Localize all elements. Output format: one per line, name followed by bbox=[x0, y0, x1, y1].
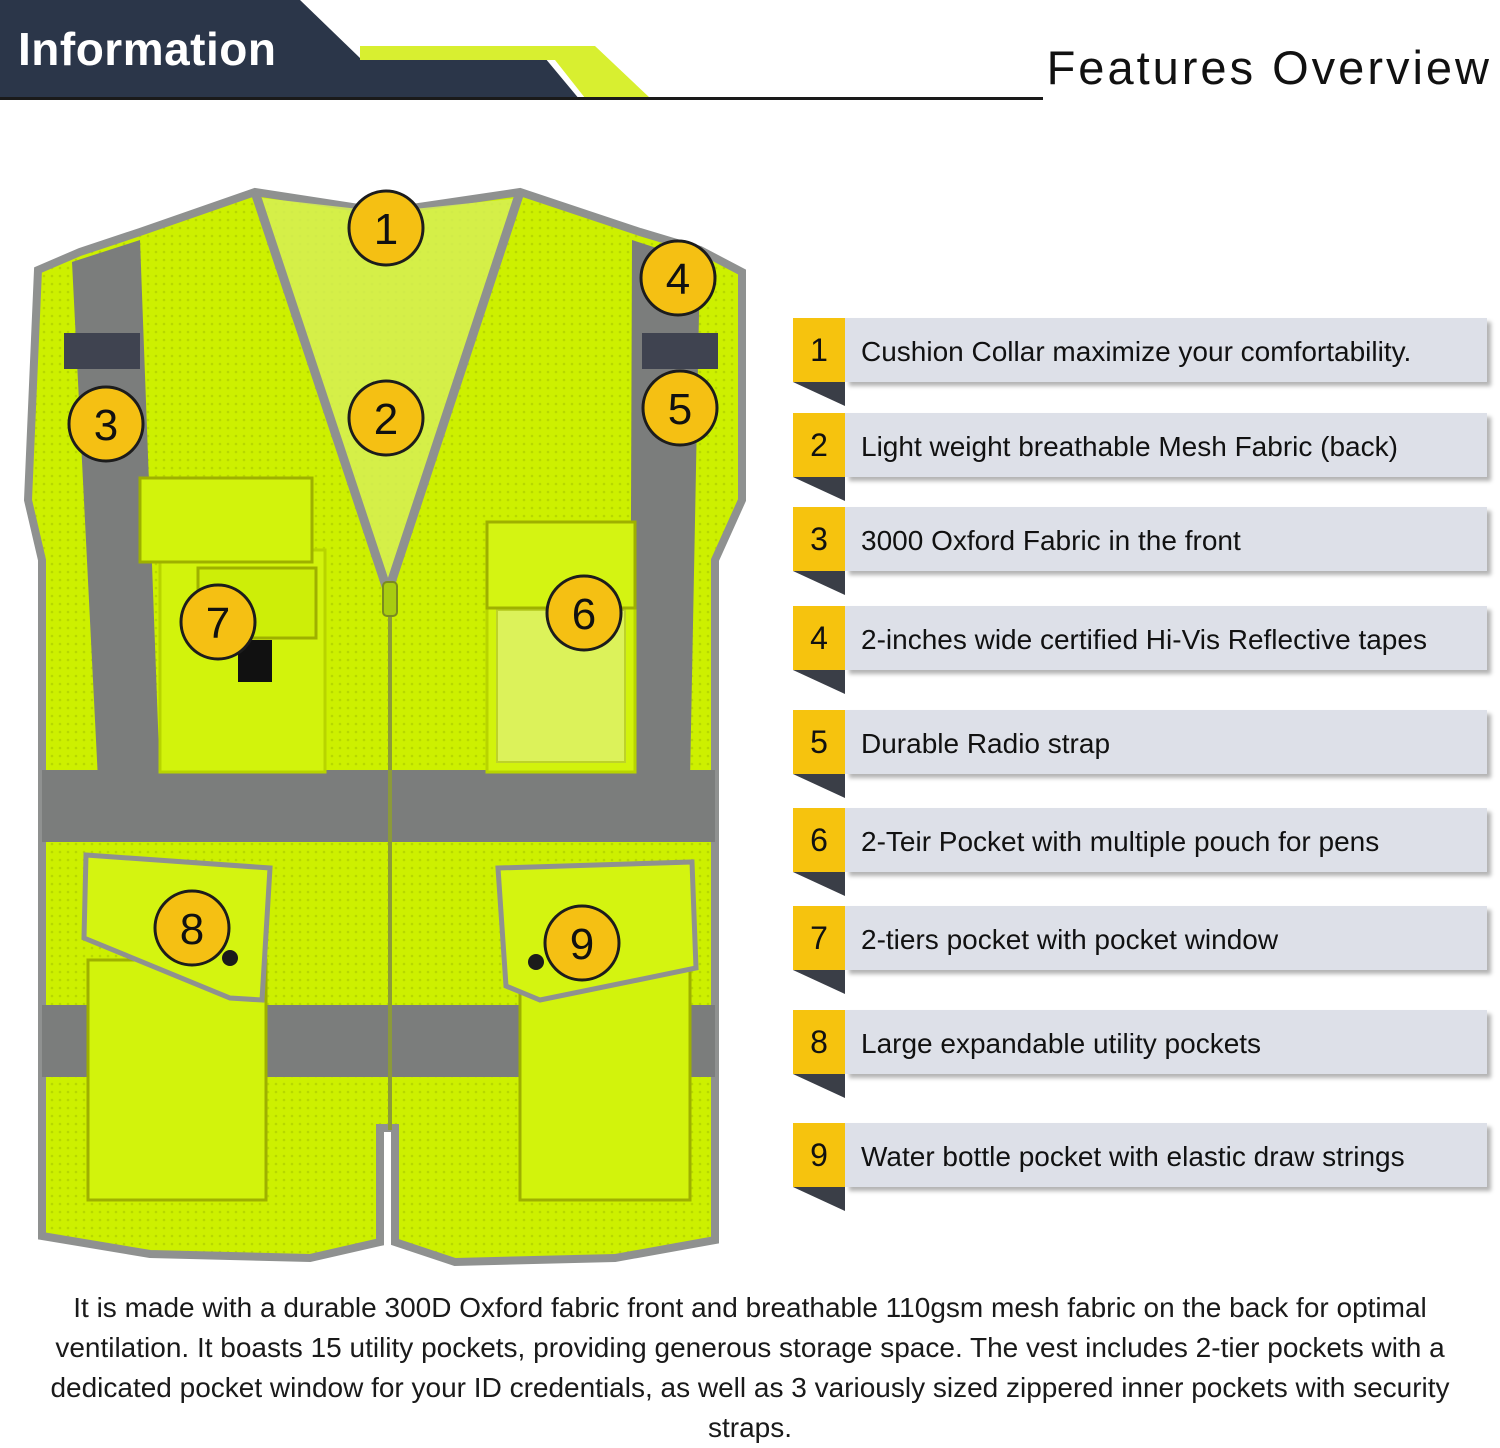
feature-label: 2-tiers pocket with pocket window bbox=[861, 924, 1279, 955]
callout-9-label: 9 bbox=[569, 920, 595, 969]
header-title: Information bbox=[18, 23, 277, 75]
feature-row-5 bbox=[793, 710, 1495, 800]
feature-bar bbox=[845, 710, 1487, 774]
callout-6-label: 6 bbox=[571, 590, 597, 639]
feature-number: 2 bbox=[793, 413, 845, 477]
feature-number: 6 bbox=[793, 808, 845, 872]
feature-tab-shadow bbox=[793, 872, 845, 896]
feature-tab-shadow bbox=[793, 774, 845, 798]
feature-row-2 bbox=[793, 413, 1495, 503]
callout-7-label: 7 bbox=[205, 599, 231, 648]
callout-2-label: 2 bbox=[373, 395, 399, 444]
reflective-tape-right-vertical bbox=[630, 240, 700, 780]
feature-bar bbox=[845, 318, 1487, 382]
callout-1-label: 1 bbox=[373, 205, 399, 254]
safety-vest-illustration bbox=[0, 180, 760, 1270]
callout-2 bbox=[349, 381, 423, 455]
feature-number: 3 bbox=[793, 507, 845, 571]
left-chest-pocket-flap bbox=[140, 478, 312, 562]
feature-number: 5 bbox=[793, 710, 845, 774]
feature-bar bbox=[845, 507, 1487, 571]
feature-label: Water bottle pocket with elastic draw strings bbox=[861, 1141, 1405, 1172]
callout-3-label: 3 bbox=[93, 401, 119, 450]
callout-6 bbox=[547, 576, 621, 650]
callout-5-label: 5 bbox=[667, 385, 693, 434]
radio-strap-left bbox=[64, 333, 140, 369]
feature-number: 4 bbox=[793, 606, 845, 670]
feature-label: 3000 Oxford Fabric in the front bbox=[861, 525, 1241, 556]
feature-tab-shadow bbox=[793, 1074, 845, 1098]
feature-label: 2-Teir Pocket with multiple pouch for pens bbox=[861, 826, 1380, 857]
feature-tab-shadow bbox=[793, 970, 845, 994]
callout-4-label: 4 bbox=[665, 255, 691, 304]
feature-row-4 bbox=[793, 606, 1495, 696]
feature-label: 2-inches wide certified Hi-Vis Reflective tapes bbox=[861, 624, 1427, 655]
feature-tab-shadow bbox=[793, 1187, 845, 1211]
feature-bar bbox=[845, 606, 1487, 670]
callout-1 bbox=[349, 191, 423, 265]
product-description: It is made with a durable 300D Oxford fabric front and breathable 110gsm mesh fabric on the back for optimal ventilation. It boasts 15 utility pockets, providing generous storage space. The vest includes 2-tier pockets with a dedicated pocket window for your ID credentials, as well as 3 variously sized zippered inner pockets with security straps. bbox=[50, 1292, 1450, 1443]
callout-3 bbox=[69, 387, 143, 461]
feature-label: Large expandable utility pockets bbox=[861, 1028, 1262, 1059]
feature-row-8 bbox=[793, 1010, 1495, 1100]
feature-row-1 bbox=[793, 318, 1495, 408]
callout-7 bbox=[181, 585, 255, 659]
feature-row-9 bbox=[793, 1123, 1495, 1213]
feature-label: Cushion Collar maximize your comfortability. bbox=[861, 336, 1412, 367]
feature-row-7 bbox=[793, 906, 1495, 996]
zipper-pull bbox=[383, 582, 397, 616]
lower-left-pocket-button bbox=[222, 950, 238, 966]
features-overview-title: Features Overview bbox=[1046, 41, 1492, 94]
feature-bar bbox=[845, 413, 1487, 477]
feature-bar bbox=[845, 1123, 1487, 1187]
callout-4 bbox=[641, 241, 715, 315]
feature-label: Durable Radio strap bbox=[861, 728, 1111, 759]
feature-row-6 bbox=[793, 808, 1495, 898]
feature-tab-shadow bbox=[793, 670, 845, 694]
feature-number: 1 bbox=[793, 318, 845, 382]
feature-bar bbox=[845, 1010, 1487, 1074]
feature-number: 9 bbox=[793, 1123, 845, 1187]
callout-8 bbox=[155, 891, 229, 965]
feature-number: 8 bbox=[793, 1010, 845, 1074]
feature-row-3 bbox=[793, 507, 1495, 597]
feature-bar bbox=[845, 906, 1487, 970]
feature-bar bbox=[845, 808, 1487, 872]
feature-number: 7 bbox=[793, 906, 845, 970]
lower-right-pocket-button bbox=[528, 954, 544, 970]
feature-tab-shadow bbox=[793, 571, 845, 595]
callout-5 bbox=[643, 371, 717, 445]
reflective-tape-upper-horizontal bbox=[40, 770, 720, 842]
feature-label: Light weight breathable Mesh Fabric (back) bbox=[861, 431, 1398, 462]
radio-strap-right bbox=[642, 333, 718, 369]
callout-9 bbox=[545, 906, 619, 980]
callout-8-label: 8 bbox=[179, 905, 205, 954]
features-list bbox=[793, 0, 1500, 1260]
feature-tab-shadow bbox=[793, 382, 845, 406]
feature-tab-shadow bbox=[793, 477, 845, 501]
